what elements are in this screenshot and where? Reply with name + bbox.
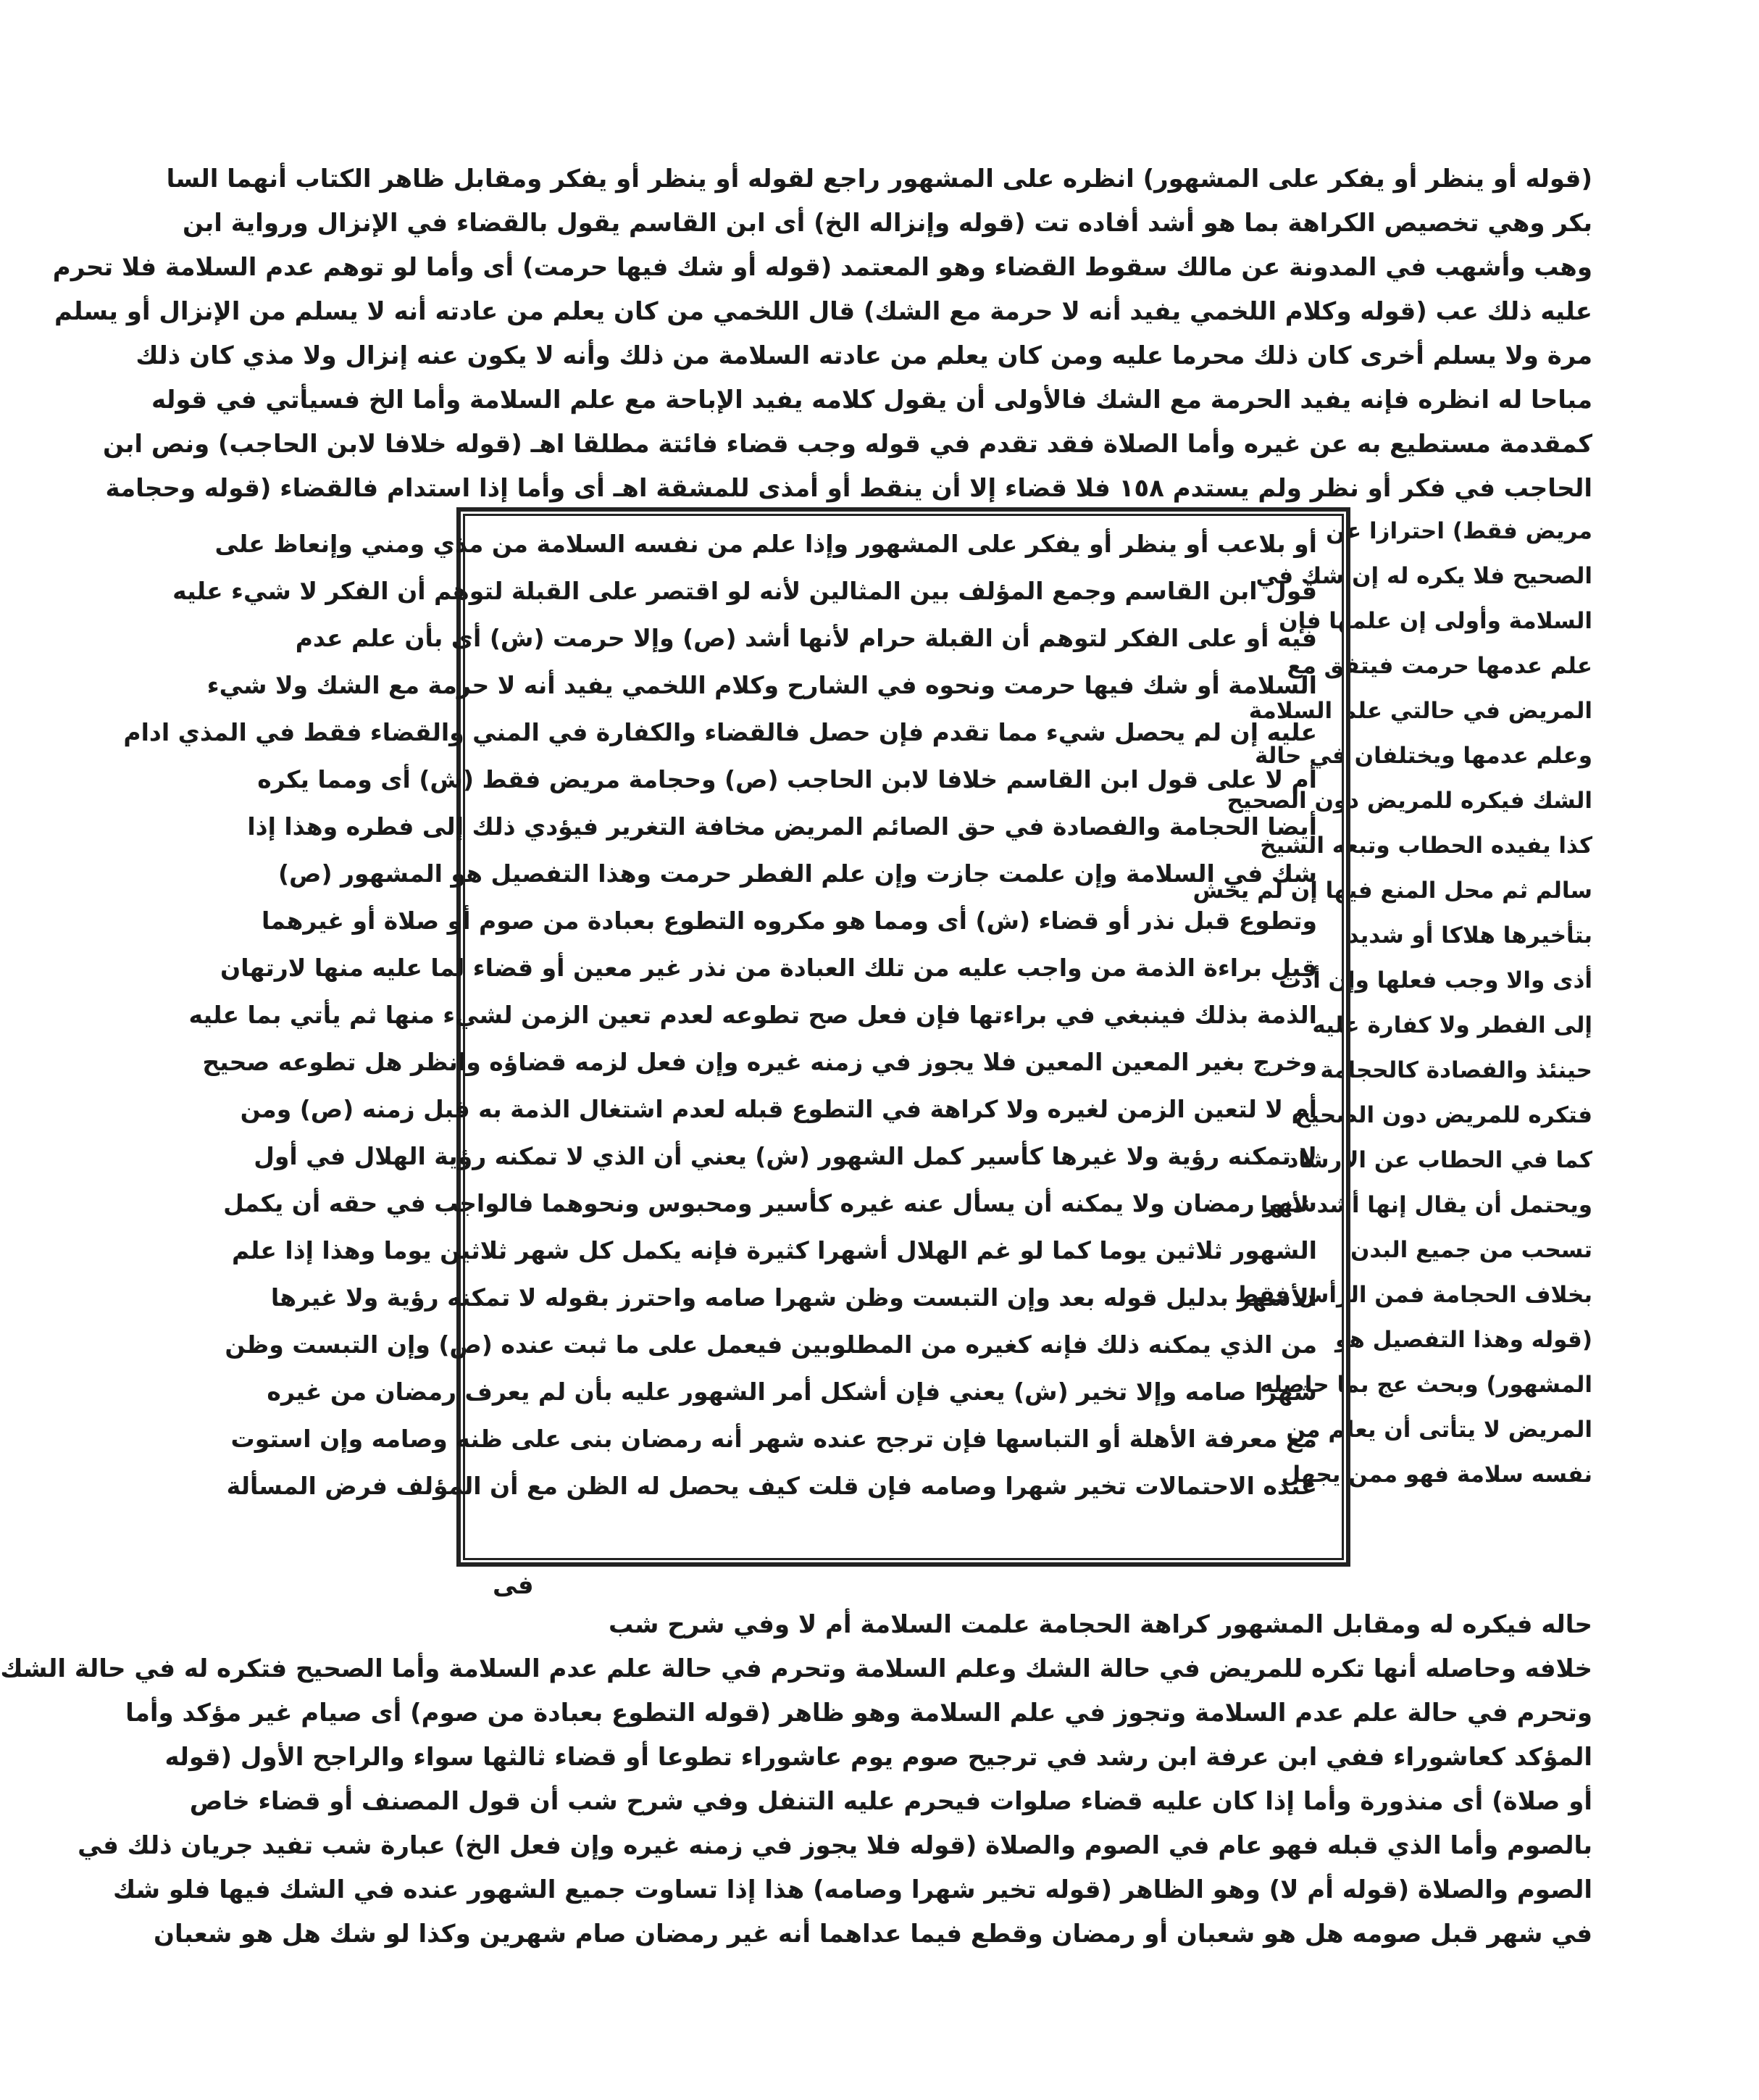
text-line: مباحا له انظره فإنه يفيد الحرمة مع الشك فالأولى أن يقول كلامه يفيد الإباحة مع علم السلامة وأما الخ فسيأتي في قوله [151,386,1592,414]
text-line: فتكره للمريض دون الصحيح [1294,1102,1592,1128]
text-line: كما في الحطاب عن الإرشاد [1287,1147,1592,1173]
text-line: خلافه وحاصله أنها تكره للمريض في حالة الشك وعلم السلامة وتحرم في حالة علم عدم السلامة وأما الصحيح فتكره له في حالة الشك [0,1654,1592,1683]
text-line: أم لا لتعين الزمن لغيره ولا كراهة في التطوع قبله لعدم اشتغال الذمة به قبل زمنه (ص) ومن [240,1095,1317,1123]
text-line: ويحتمل أن يقال إنها أشد لأنها [1260,1192,1592,1218]
text-line: مرة ولا يسلم أخرى كان ذلك محرما عليه ومن كان يعلم من عادته السلامة من ذلك وأنه لا يكون عنه إنزال ولا مذي كان ذلك [135,341,1592,370]
text-line: إلى الفطر ولا كفارة عليه [1312,1012,1592,1038]
text-line: أم لا على قول ابن القاسم خلافا لابن الحاجب (ص) وحجامة مريض فقط (ش) أى ومما يكره [257,765,1317,793]
text-line: مع معرفة الأهلة أو التباسها فإن ترجح عنده شهر أنه رمضان بنى على ظنه وصامه وإن استوت [230,1425,1317,1453]
text-line: بالصوم وأما الذي قبله فهو عام في الصوم والصلاة (قوله فلا يجوز في زمنه غيره وإن فعل الخ) عبارة شب تفيد جريان ذلك في [78,1831,1592,1860]
text-line: فيه أو على الفكر لتوهم أن القبلة حرام لأنها أشد (ص) وإلا حرمت (ش) أى بأن علم عدم [295,624,1317,652]
text-line: في شهر قبل صومه هل هو شعبان أو رمضان وقطع فيما عداهما أنه غير رمضان صام شهرين وكذا لو شك هل هو شعبان [154,1920,1592,1949]
text-line: وخرج بغير المعين المعين فلا يجوز في زمنه غيره وإن فعل لزمه قضاؤه وانظر هل تطوعه صحيح [202,1048,1317,1076]
text-line: المؤكد كعاشوراء ففي ابن عرفة ابن رشد في ترجيح صوم يوم عاشوراء تطوعا أو قضاء ثالثها سواء والراجح الأول (قوله [164,1743,1592,1772]
main-text [123,512,1346,1562]
bottom-marker: فى [493,1571,534,1600]
text-line: أو صلاة) أى منذورة وأما إذا كان عليه قضاء صلوات فيحرم عليه التنفل وفي شرح شب أن قول المصنف أو قضاء خاص [189,1787,1592,1816]
text-line: بخلاف الحجامة فمن الرأس فقط [1234,1282,1592,1308]
text-line: نفسه سلامة فهو ممن يجهل [1281,1462,1592,1488]
text-line: المشهور) وبحث عج بما حاصله [1260,1372,1592,1398]
text-line: حاله فيكره له ومقابل المشهور كراهة الحجامة علمت السلامة أم لا وفي شرح شب [609,1610,1592,1639]
text-line: كذا يفيده الحطاب وتبعه الشيخ [1260,833,1592,859]
text-line: قبل براءة الذمة من واجب عليه من تلك العبادة من نذر غير معين أو قضاء لما عليه منها لارتهان [220,954,1317,982]
text-line: شك في السلامة وإن علمت جازت وإن علم الفطر حرمت وهذا التفصيل هو المشهور (ص) [277,859,1317,888]
text-line: كمقدمة مستطيع به عن غيره وأما الصلاة فقد تقدم في قوله وجب قضاء فائتة مطلقا اهـ (قوله خلافا لابن الحاجب) ونص ابن [103,430,1592,459]
text-line: وعلم عدمها ويختلفان في حالة [1254,743,1592,769]
text-line: وهب وأشهب في المدونة عن مالك سقوط القضاء وهو المعتمد (قوله أو شك فيها حرمت) أى وأما لو توهم عدم السلامة فلا تحرم [52,253,1592,282]
text-line: أذى والا وجب فعلها وإن أدت [1279,967,1592,993]
text-line: الصحيح فلا يكره له إن شك في [1255,563,1592,589]
text-line: وتطوع قبل نذر أو قضاء (ش) أى ومما هو مكروه التطوع بعبادة من صوم أو صلاة أو غيرهما [262,907,1317,935]
text-line: (قوله أو ينظر أو يفكر على المشهور) انظره على المشهور راجع لقوله أو ينظر أو يفكر ومقابل ظاهر الكتاب أنهما السا [166,164,1592,193]
text-line: حينئذ والفصادة كالحجامة [1320,1057,1592,1083]
text-line: قول ابن القاسم وجمع المؤلف بين المثالين لأنه لو اقتصر على القبلة لتوهم أن الفكر لا شيء عليه [172,577,1317,605]
text-line: عليه ذلك عب (قوله وكلام اللخمي يفيد أنه لا حرمة مع الشك) قال اللخمي من كان يعلم من عادته أنه لا يسلم من الإنزال أو يسلم [54,297,1592,326]
text-line: شهر رمضان ولا يمكنه أن يسأل عنه غيره كأسير ومحبوس ونحوهما فالواجب في حقه أن يكمل [223,1189,1317,1217]
text-line: المريض في حالتي علم السلامة [1248,698,1592,724]
text-line: الشك فيكره للمريض دون الصحيح [1227,788,1592,814]
text-line: وتحرم في حالة علم عدم السلامة وتجوز في علم السلامة وهو ظاهر (قوله التطوع بعبادة من صوم) أى صيام غير مؤكد وأما [125,1699,1592,1728]
text-line: المريض لا يتأتى أن يعلم من [1286,1417,1592,1443]
text-line: تسحب من جميع البدن [1350,1237,1592,1263]
text-line: الصوم والصلاة (قوله أم لا) وهو الظاهر (قوله تخير شهرا وصامه) هذا إذا تساوت جميع الشهور عنده في الشك فيها فلو شك [113,1875,1592,1904]
text-line: السلامة أو شك فيها حرمت ونحوه في الشارح وكلام اللخمي يفيد أنه لا حرمة مع الشك ولا شيء [206,671,1317,699]
text-line: عليه إن لم يحصل شيء مما تقدم فإن حصل فالقضاء والكفارة في المني والقضاء فقط في المذي ادام [123,718,1317,746]
text-line: لا تمكنه رؤية ولا غيرها كأسير كمل الشهور (ش) يعني أن الذي لا تمكنه رؤية الهلال في أول [254,1142,1317,1170]
text-line: من الذي يمكنه ذلك فإنه كغيره من المطلوبين فيعمل على ما ثبت عنده (ص) وإن التبست وظن [225,1330,1317,1359]
text-line: بتأخيرها هلاكا أو شديد [1347,922,1592,949]
text-line: بكر وهي تخصيص الكراهة بما هو أشد أفاده تت (قوله وإنزاله الخ) أى ابن القاسم يقول بالقضاء في الإنزال ورواية ابن [182,209,1592,238]
text-line: الشهور ثلاثين يوما كما لو غم الهلال أشهرا كثيرة فإنه يكمل كل شهر ثلاثين يوما وهذا إذا علم [232,1236,1317,1264]
text-line: الأشهر بدليل قوله بعد وإن التبست وظن شهرا صامه واحترز بقوله لا تمكنه رؤية ولا غيرها [270,1283,1317,1312]
text-line: علم عدمها حرمت فيتفق مع [1287,653,1592,679]
text-line: الذمة بذلك فينبغي في براءتها فإن فعل صح تطوعه لعدم تعين الزمن لشيء منها ثم يأتي بما عليه [188,1001,1317,1029]
text-line: عنده الاحتمالات تخير شهرا وصامه فإن قلت كيف يحصل له الظن مع أن المؤلف فرض المسألة [226,1472,1317,1500]
text-line: (قوله وهذا التفصيل هو [1334,1327,1592,1353]
text-line: سالم ثم محل المنع فيها إن لم يخش [1192,878,1592,904]
text-line: السلامة وأولى إن علمها فإن [1279,608,1592,634]
text-line: أو بلاعب أو ينظر أو يفكر على المشهور وإذا علم من نفسه السلامة من مذي ومني وإنعاظ على [214,530,1317,558]
text-line: مريض فقط) احترازا عن [1326,518,1592,544]
text-line: أيضا الحجامة والفصادة في حق الصائم المريض مخافة التغرير فيؤدي ذلك إلى فطره وهذا إذا [247,812,1317,841]
main-text-box [123,507,1350,1567]
text-line: الحاجب في فكر أو نظر ولم يستدم ١٥٨ فلا قضاء إلا أن ينقط أو أمذى للمشقة اهـ أى وأما إذا استدام فالقضاء (قوله وحجامة [105,474,1592,503]
text-line: شهرا صامه وإلا تخير (ش) يعني فإن أشكل أمر الشهور عليه بأن لم يعرف رمضان من غيره [267,1378,1317,1406]
